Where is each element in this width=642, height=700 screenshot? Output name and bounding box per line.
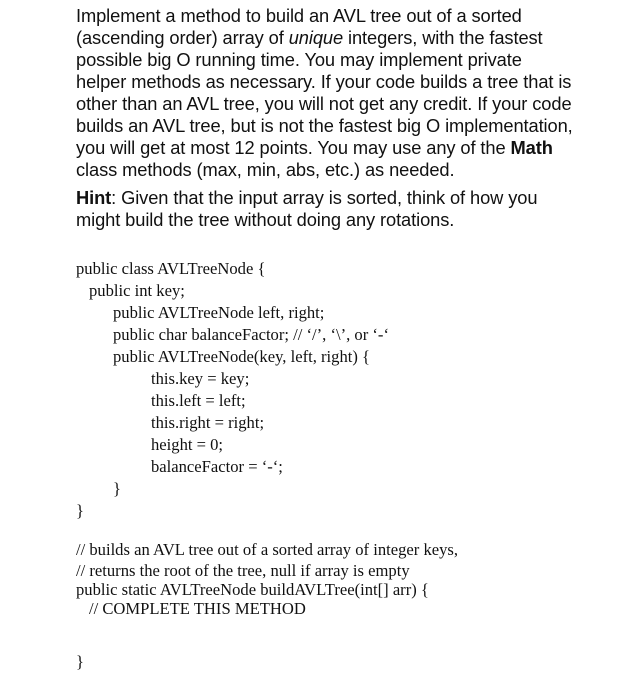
question-text [76, 5, 576, 231]
math-class-bold: Math [510, 137, 553, 158]
code-comment-line: // returns the root of the tree, null if array is empty [76, 561, 410, 580]
code-line: this.left = left; [151, 391, 246, 410]
hint-paragraph [76, 187, 576, 231]
hint-label: Hint [76, 187, 112, 208]
code-line: public class AVLTreeNode { [76, 259, 266, 278]
code-line: this.key = key; [151, 369, 250, 388]
code-comment-line: // builds an AVL tree out of a sorted array of integer keys, [76, 540, 459, 559]
instructions-part-1: Implement a method to build an AVL tree out of a sorted (ascending order) array of [76, 5, 522, 48]
code-line: public int key; [89, 281, 185, 300]
instructions-part-3: class methods (max, min, abs, etc.) as needed. [76, 159, 455, 180]
build-method-code [76, 539, 596, 673]
hint-text: : Given that the input array is sorted, think of how you might build the tree without doing any rotations. [76, 187, 538, 230]
code-line: public AVLTreeNode(key, left, right) { [113, 347, 370, 366]
code-line: } [76, 501, 84, 520]
code-line: public static AVLTreeNode buildAVLTree(int[] arr) { [76, 580, 429, 599]
code-spacer [76, 618, 596, 651]
unique-emphasis: unique [288, 27, 344, 48]
code-line: this.right = right; [151, 413, 265, 432]
instructions-part-2: integers, with the fastest possible big O running time. You may implement private helper methods as necessary. If your code builds a tree that is other than an AVL tree, you will not get any credit. If your code builds an AVL tree, but is not the fastest big O implementation, you will get at most 12 points. You may use any of the [76, 27, 573, 158]
code-line: } [76, 652, 84, 671]
avl-node-class-code [76, 258, 596, 522]
code-line: public char balanceFactor; // ‘/’, ‘\’, or ‘-‘ [113, 325, 389, 344]
code-comment-line: // COMPLETE THIS METHOD [89, 599, 306, 618]
code-line: public AVLTreeNode left, right; [113, 303, 325, 322]
instructions-paragraph [76, 5, 576, 181]
code-line: balanceFactor = ‘-‘; [151, 457, 283, 476]
code-line: height = 0; [151, 435, 224, 454]
code-line: } [113, 479, 121, 498]
